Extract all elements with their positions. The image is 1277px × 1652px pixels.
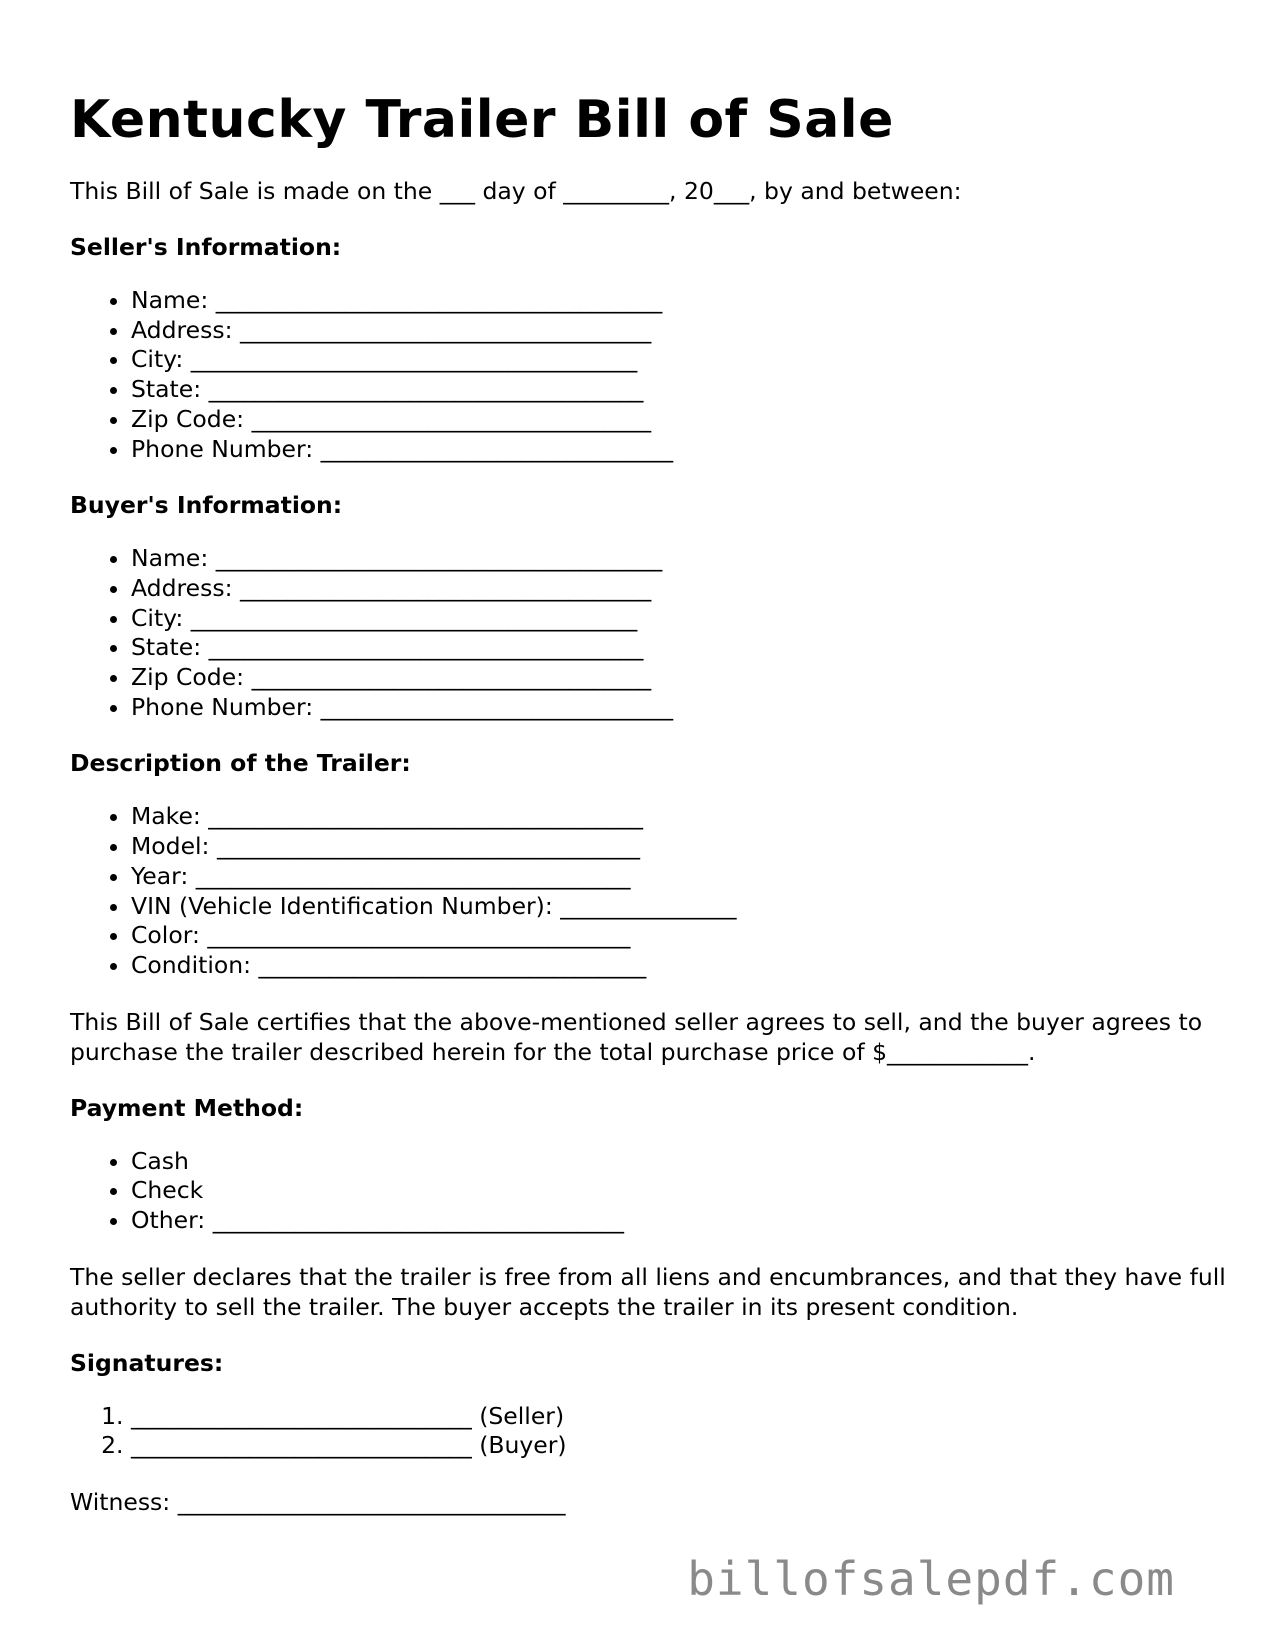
buyer-zip-field: • Zip Code: __________________________________	[131, 663, 1230, 693]
buyer-signature-line: 2. _____________________________ (Buyer)	[131, 1431, 1230, 1461]
trailer-make-field: • Make: _____________________________________	[131, 802, 1230, 832]
trailer-year-field: • Year: _____________________________________	[131, 862, 1230, 892]
signatures-heading: Signatures:	[70, 1348, 224, 1377]
trailer-condition-field: • Condition: _________________________________	[131, 951, 1230, 981]
buyer-fields-list	[70, 544, 1230, 722]
trailer-model-field: • Model: ____________________________________	[131, 832, 1230, 862]
document	[70, 88, 1230, 1517]
signature-lines-list	[70, 1402, 1230, 1461]
buyer-phone-field: • Phone Number: ______________________________	[131, 693, 1230, 723]
buyer-name-field: • Name: ______________________________________	[131, 544, 1230, 574]
seller-heading: Seller's Information:	[70, 233, 342, 261]
trailer-fields-list	[70, 802, 1230, 980]
seller-name-field: • Name: ______________________________________	[131, 286, 1230, 316]
buyer-state-field: • State: _____________________________________	[131, 633, 1230, 663]
page-title: Kentucky Trailer Bill of Sale	[70, 90, 894, 150]
declaration-text: The seller declares that the trailer is free from all liens and encumbrances, and that they have full authority to sell the trailer. The buyer accepts the trailer in its present condition.	[70, 1262, 1226, 1321]
payment-option-check: • Check	[131, 1176, 1230, 1206]
buyer-city-field: • City: ______________________________________	[131, 604, 1230, 634]
seller-state-field: • State: _____________________________________	[131, 375, 1230, 405]
certification-text: This Bill of Sale certifies that the above-mentioned seller agrees to sell, and the buyer agrees to purchase the trailer described herein for the total purchase price of $____________.	[70, 1007, 1203, 1066]
payment-option-cash: • Cash	[131, 1147, 1230, 1177]
seller-zip-field: • Zip Code: __________________________________	[131, 405, 1230, 435]
seller-address-field: • Address: ___________________________________	[131, 316, 1230, 346]
trailer-color-field: • Color: ____________________________________	[131, 921, 1230, 951]
payment-option-other: • Other: ___________________________________	[131, 1206, 1230, 1236]
intro-text: This Bill of Sale is made on the ___ day of _________, 20___, by and between:	[70, 177, 962, 205]
seller-city-field: • City: ______________________________________	[131, 345, 1230, 375]
payment-options-list	[70, 1147, 1230, 1236]
buyer-address-field: • Address: ___________________________________	[131, 574, 1230, 604]
trailer-vin-field: • VIN (Vehicle Identification Number): _______________	[131, 892, 1230, 922]
payment-heading: Payment Method:	[70, 1093, 304, 1122]
seller-fields-list	[70, 286, 1230, 464]
seller-signature-line: 1. _____________________________ (Seller)	[131, 1402, 1230, 1432]
trailer-heading: Description of the Trailer:	[70, 749, 411, 778]
watermark: billofsalepdf.com	[687, 1552, 1175, 1606]
seller-phone-field: • Phone Number: ______________________________	[131, 435, 1230, 465]
witness-line: Witness: _________________________________	[70, 1488, 566, 1517]
buyer-heading: Buyer's Information:	[70, 491, 343, 520]
